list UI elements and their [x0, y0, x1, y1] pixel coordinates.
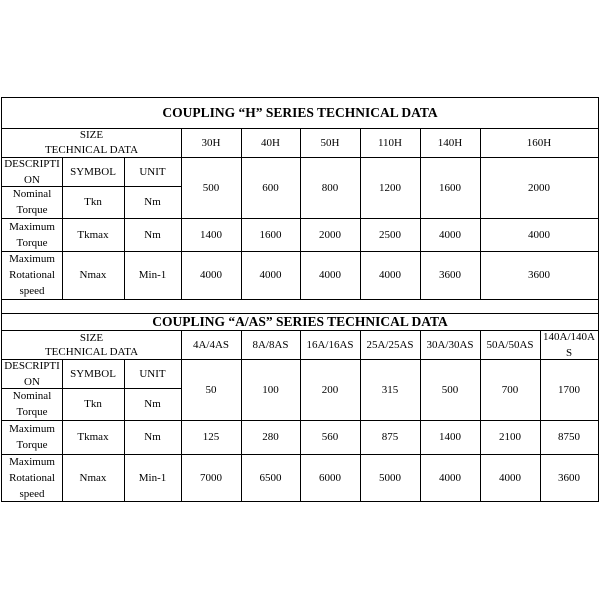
size-header-cell: 40H: [261, 136, 280, 149]
value-cell: 4000: [259, 269, 282, 281]
size-header-cell: 30A/30AS: [426, 338, 474, 351]
grid-line: [300, 128, 301, 299]
value-cell: 1700: [558, 383, 580, 396]
grid-line: [241, 128, 242, 299]
grid-line: [181, 128, 182, 299]
value-cell: 4000: [379, 269, 401, 281]
value-cell: 2500: [379, 228, 401, 241]
value-cell: 8750: [558, 431, 580, 443]
value-cell: 5000: [379, 472, 401, 484]
size-label: SIZE: [79, 331, 104, 344]
size-header-cell: 160H: [526, 136, 552, 149]
value-cell: 1400: [439, 431, 461, 443]
value-cell: 2000: [528, 181, 550, 194]
row-symbol: Nmax: [79, 269, 107, 281]
row-unit: Nm: [144, 398, 161, 410]
size-header-cell: 16A/16AS: [306, 338, 354, 351]
value-cell: 280: [262, 431, 279, 443]
row-description: Maximum Torque: [9, 220, 55, 249]
size-header-cell: 140H: [437, 136, 463, 149]
grid-line: [360, 330, 361, 502]
value-cell: 4000: [200, 269, 222, 281]
row-unit: Nm: [144, 431, 161, 443]
size-header-cell: 50H: [320, 136, 340, 149]
value-cell: 560: [321, 431, 339, 443]
grid-line: [124, 359, 125, 502]
table-separator-line: [2, 299, 598, 300]
grid-line: [241, 330, 242, 502]
grid-line: [360, 128, 361, 299]
value-cell: 700: [501, 383, 519, 396]
size-header-cell: 4A/4AS: [192, 338, 230, 351]
row-symbol: Tkn: [84, 398, 102, 410]
value-cell: 4000: [439, 472, 461, 484]
value-cell: 315: [381, 383, 399, 396]
grid-line: [300, 330, 301, 502]
value-cell: 1400: [200, 228, 222, 241]
size-label: SIZE: [79, 129, 104, 141]
value-cell: 3600: [558, 472, 580, 484]
row-unit: Min-1: [138, 269, 167, 281]
unit-header: UNIT: [139, 165, 166, 178]
description-header: DESCRIPTI ON: [4, 157, 60, 186]
value-cell: 600: [262, 181, 279, 194]
value-cell: 3600: [439, 269, 461, 281]
row-description: Nominal Torque: [12, 188, 52, 216]
value-cell: 800: [321, 181, 339, 194]
size-header-cell: 8A/8AS: [252, 338, 289, 351]
grid-line: [124, 157, 125, 299]
size-header-cell: 50A/50AS: [486, 338, 534, 351]
symbol-header: SYMBOL: [70, 165, 116, 178]
value-cell: 1600: [259, 228, 282, 241]
row-description: Maximum Rotational speed: [9, 253, 55, 297]
size-header-cell: 110H: [377, 136, 403, 149]
description-header: DESCRIPTI ON: [4, 359, 60, 388]
value-cell: 125: [202, 431, 220, 443]
grid-line: [480, 128, 481, 299]
value-cell: 3600: [528, 269, 550, 281]
value-cell: 875: [381, 431, 399, 443]
value-cell: 200: [321, 383, 339, 396]
row-symbol: Tkn: [84, 196, 102, 208]
value-cell: 4000: [499, 472, 521, 484]
table-title: COUPLING “A/AS” SERIES TECHNICAL DATA: [152, 313, 448, 329]
technical-data-label: TECHNICAL DATA: [44, 346, 139, 358]
value-cell: 6000: [319, 472, 341, 484]
row-unit: Min-1: [138, 472, 167, 484]
value-cell: 4000: [319, 269, 341, 281]
size-header-cell: 30H: [201, 136, 221, 149]
grid-line: [181, 330, 182, 502]
value-cell: 4000: [439, 228, 461, 241]
value-cell: 500: [202, 181, 220, 194]
grid-line: [420, 128, 421, 299]
row-symbol: Tkmax: [77, 431, 109, 443]
value-cell: 6500: [259, 472, 282, 484]
grid-line: [62, 359, 63, 502]
value-cell: 1600: [439, 181, 461, 194]
grid-line: [480, 330, 481, 502]
grid-line: [540, 330, 541, 502]
size-header-cell: 140A/140A S: [543, 330, 595, 359]
row-description: Maximum Torque: [9, 423, 55, 451]
row-unit: Nm: [144, 228, 161, 241]
value-cell: 500: [441, 383, 459, 396]
row-symbol: Nmax: [79, 472, 107, 484]
value-cell: 4000: [528, 228, 550, 241]
technical-data-label: TECHNICAL DATA: [44, 143, 139, 156]
value-cell: 100: [262, 383, 279, 396]
value-cell: 2100: [499, 431, 521, 443]
row-unit: Nm: [144, 196, 161, 208]
value-cell: 50: [205, 383, 217, 396]
size-header-cell: 25A/25AS: [366, 338, 414, 351]
symbol-header: SYMBOL: [70, 367, 116, 380]
unit-header: UNIT: [139, 367, 166, 380]
row-description: Nominal Torque: [12, 390, 52, 418]
grid-line: [420, 330, 421, 502]
row-symbol: Tkmax: [77, 228, 109, 241]
row-description: Maximum Rotational speed: [9, 456, 55, 500]
grid-line: [62, 157, 63, 299]
value-cell: 2000: [319, 228, 341, 241]
technical-data-sheet: [1, 97, 599, 502]
value-cell: 1200: [379, 181, 401, 194]
value-cell: 7000: [200, 472, 222, 484]
table-title: COUPLING “H” SERIES TECHNICAL DATA: [162, 105, 438, 120]
